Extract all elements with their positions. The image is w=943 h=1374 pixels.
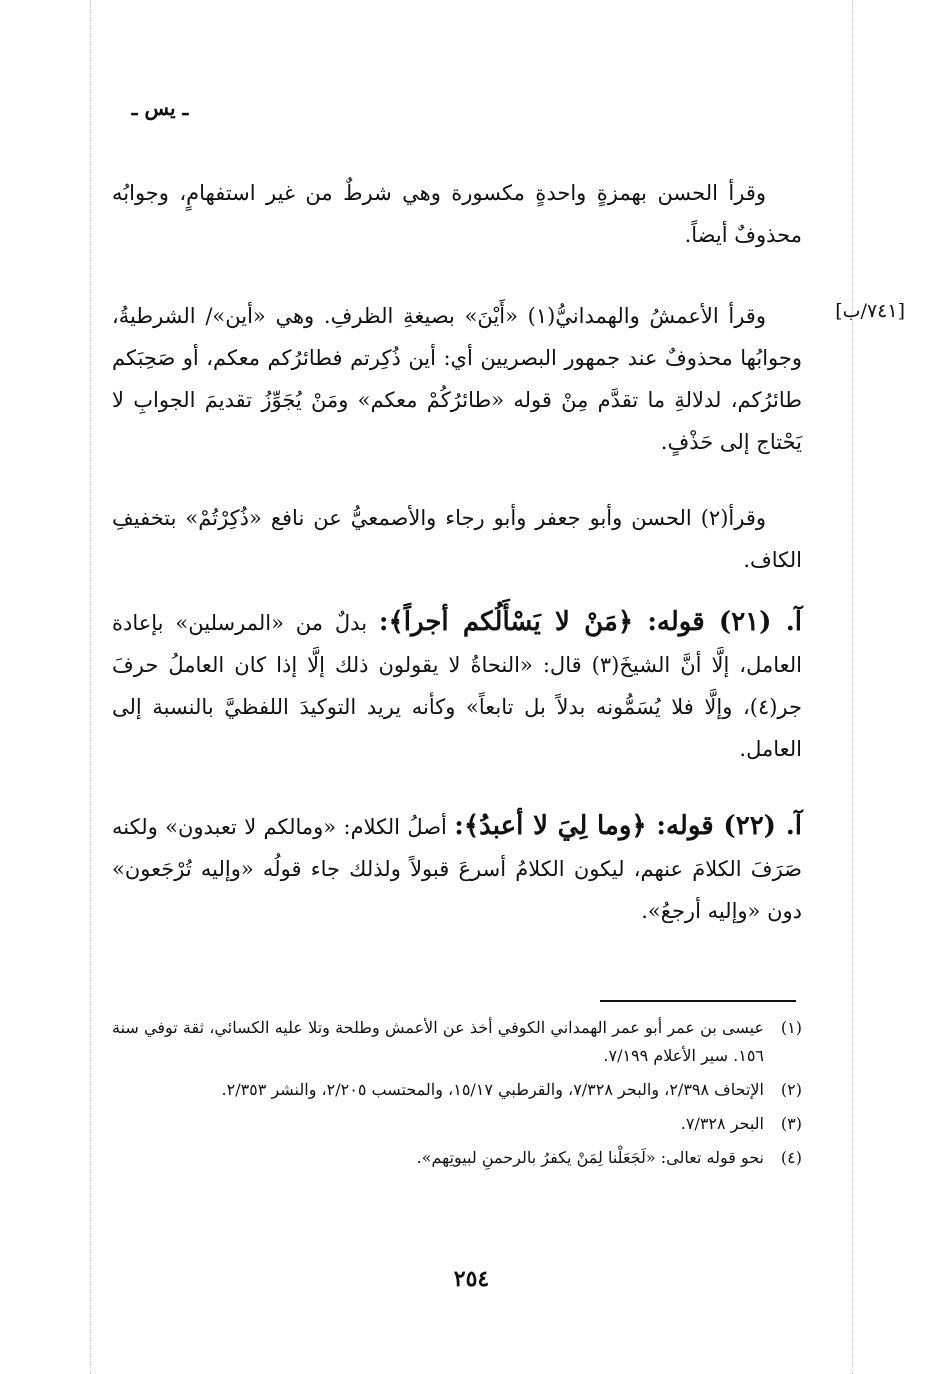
footnote-text: عيسى بن عمر أبو عمر الهمداني الكوفي أخذ عن الأعمش وطلحة وتلا عليه الكسائي، ثقة توفي سنة ١٥٦. سير الأعلام ٧/١٩٩. xyxy=(112,1018,764,1065)
footnote xyxy=(112,1014,802,1070)
verse-heading: آ. (٢٢) قوله: ﴿وما لِيَ لا أعبدُ﴾: xyxy=(454,811,802,841)
running-header: ـ يس ـ xyxy=(131,96,189,120)
footnote xyxy=(112,1110,802,1138)
footnote xyxy=(112,1076,802,1104)
paragraph-text: وقرأ(٢) الحسن وأبو جعفر وأبو رجاء والأصمعيُّ عن نافع «ذُكِرْتُمْ» بتخفيفِ الكاف. xyxy=(112,506,802,572)
verse-commentary xyxy=(112,601,802,770)
footnote-text: نحو قوله تعالى: «لَجَعَلْنا لِمَنْ يكفرُ بالرحمنِ لبيوتِهم». xyxy=(416,1148,764,1167)
paragraph-text: وقرأ الأعمشُ والهمدانيُّ(١) «أَيْنَ» بصيغةِ الظرفِ. وهي «أين»/ الشرطيةُ، وجوابُها محذوفٌ عند جمهور البصريين أي: أين ذُكِرتم فطائرُكم معكم، أو صَحِبَكم طائرُكم، لدلالةِ ما تقدَّم مِنْ قوله «طائرُكُمْ معكم» ومَنْ يُجَوِّزُ تقديمَ الجوابِ لا يَحْتاج إلى حَذْفٍ. xyxy=(112,304,802,454)
footnote-number: (٤) xyxy=(780,1148,802,1167)
verse-commentary xyxy=(112,805,802,932)
scan-margin-line xyxy=(90,0,91,1374)
footnote-number: (٣) xyxy=(780,1114,802,1133)
paragraph xyxy=(112,172,802,256)
page-number: ٢٥٤ xyxy=(453,1266,490,1292)
footnote xyxy=(112,1144,802,1172)
footnote-text: البحر ٧/٣٢٨. xyxy=(680,1114,764,1133)
paragraph xyxy=(112,497,802,581)
footnote-separator xyxy=(600,1000,796,1002)
verse-heading: آ. (٢١) قوله: ﴿مَنْ لا يَسْأَلُكم أجراً﴾: xyxy=(378,607,802,637)
footnote-number: (١) xyxy=(780,1018,802,1037)
manuscript-folio-ref: [٧٤١/ب] xyxy=(835,300,905,322)
commentary-text: بدلٌ من «المرسلين» بإعادة العامل، إلَّا أنَّ الشيخَ(٣) قال: «النحاةُ لا يقولون ذلك إلَّا إذا كان العاملُ حرفَ جر(٤)، وإلَّا فلا يُسَمُّونه بدلاً بل تابعاً» وكأنه يريد التوكيدَ اللفظيَّ بالنسبة إلى العامل. xyxy=(112,611,802,761)
footnotes xyxy=(112,1014,802,1178)
scan-margin-line xyxy=(852,0,853,1374)
footnote-number: (٢) xyxy=(780,1080,802,1099)
footnote-text: الإتحاف ٢/٣٩٨، والبحر ٧/٣٢٨، والقرطبي ١٥/١٧، والمحتسب ٢/٢٠٥، والنشر ٢/٣٥٣. xyxy=(221,1080,764,1099)
paragraph xyxy=(112,295,802,463)
paragraph-text: وقرأ الحسن بهمزةٍ واحدةٍ مكسورة وهي شرطٌ من غير استفهامٍ، وجوابُه محذوفٌ أيضاً. xyxy=(112,181,802,247)
commentary-text: أصلُ الكلام: «ومالكم لا تعبدون» ولكنه صَرَفَ الكلامَ عنهم، ليكون الكلامُ أسرعَ قبولاً ولذلك جاء قولُه «وإليه تُرْجَعون» دون «وإليه أرجعُ». xyxy=(112,815,802,923)
